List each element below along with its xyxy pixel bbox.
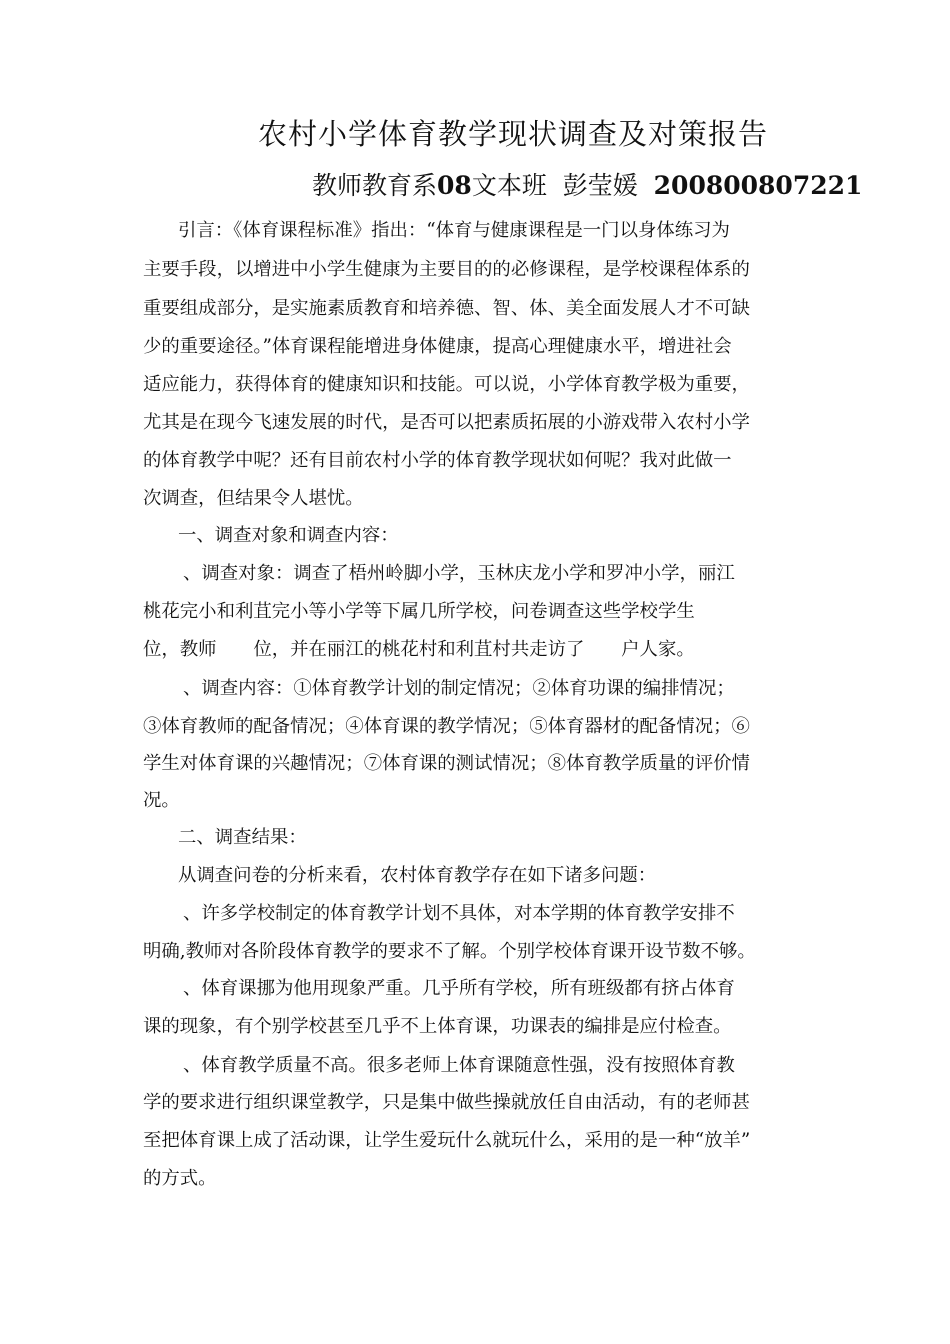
body-line: 引言：《体育课程标准》指出：“体育与健康课程是一门以身体练习为 (178, 220, 730, 241)
body-line: 适应能力，获得体育的健康知识和技能。可以说，小学体育教学极为重要， (143, 374, 750, 395)
author-class-num: 08 (437, 171, 472, 200)
body-line: 重要组成部分，是实施素质教育和培养德、智、体、美全面发展人才不可缺 (143, 298, 750, 319)
author-line (312, 166, 862, 202)
body-line: 、体育教学质量不高。很多老师上体育课随意性强，没有按照体育教 (183, 1055, 735, 1076)
body-line: 课的现象，有个别学校甚至几乎不上体育课，功课表的编排是应付检查。 (143, 1016, 732, 1037)
body-line: 位，教师 位，并在丽江的桃花村和利苴村共走访了 户人家。 (143, 639, 695, 660)
section-heading: 一、调查对象和调查内容： (178, 525, 399, 546)
section-heading: 二、调查结果： (178, 827, 307, 848)
body-line: 的方式。 (143, 1168, 217, 1189)
body-line: 学的要求进行组织课堂教学，只是集中做些操就放任自由活动，有的老师甚 (143, 1092, 750, 1113)
body-line: 况。 (143, 790, 180, 811)
body-line: 、许多学校制定的体育教学计划不具体，对本学期的体育教学安排不 (183, 903, 735, 924)
document-title: 农村小学体育教学现状调查及对策报告 (258, 117, 769, 151)
body-line: 、调查内容：①体育教学计划的制定情况；②体育功课的编排情况； (183, 678, 735, 699)
author-dept: 教师教育系 (312, 171, 438, 200)
body-line: 明确,教师对各阶段体育教学的要求不了解。个别学校体育课开设节数不够。 (143, 941, 756, 962)
body-line: 桃花完小和利苴完小等小学等下属几所学校，问卷调查这些学校学生 (143, 601, 695, 622)
author-class-name: 文本班 (471, 171, 547, 200)
body-line: 少的重要途径。”体育课程能增进身体健康，提高心理健康水平，增进社会 (143, 336, 732, 357)
body-line: 、体育课挪为他用现象严重。几乎所有学校，所有班级都有挤占体育 (183, 978, 735, 999)
body-line: 至把体育课上成了活动课，让学生爱玩什么就玩什么，采用的是一种“放羊” (143, 1130, 751, 1151)
body-line: ③体育教师的配备情况；④体育课的教学情况；⑤体育器材的配备情况；⑥ (143, 716, 750, 737)
body-line: 从调查问卷的分析来看，农村体育教学存在如下诸多问题： (178, 865, 657, 886)
body-line: 主要手段，以增进中小学生健康为主要目的的必修课程，是学校课程体系的 (143, 259, 750, 280)
body-line: 的体育教学中呢？还有目前农村小学的体育教学现状如何呢？我对此做一 (143, 450, 732, 471)
body-line: 、调查对象：调查了梧州岭脚小学，玉林庆龙小学和罗冲小学，丽江 (183, 563, 735, 584)
body-line: 学生对体育课的兴趣情况；⑦体育课的测试情况；⑧体育教学质量的评价情 (143, 753, 750, 774)
body-line: 次调查，但结果令人堪忧。 (143, 488, 364, 509)
body-line: 尤其是在现今飞速发展的时代，是否可以把素质拓展的小游戏带入农村小学 (143, 412, 750, 433)
author-student-id: 200800807221 (653, 171, 863, 200)
author-name: 彭莹媛 (562, 171, 638, 200)
